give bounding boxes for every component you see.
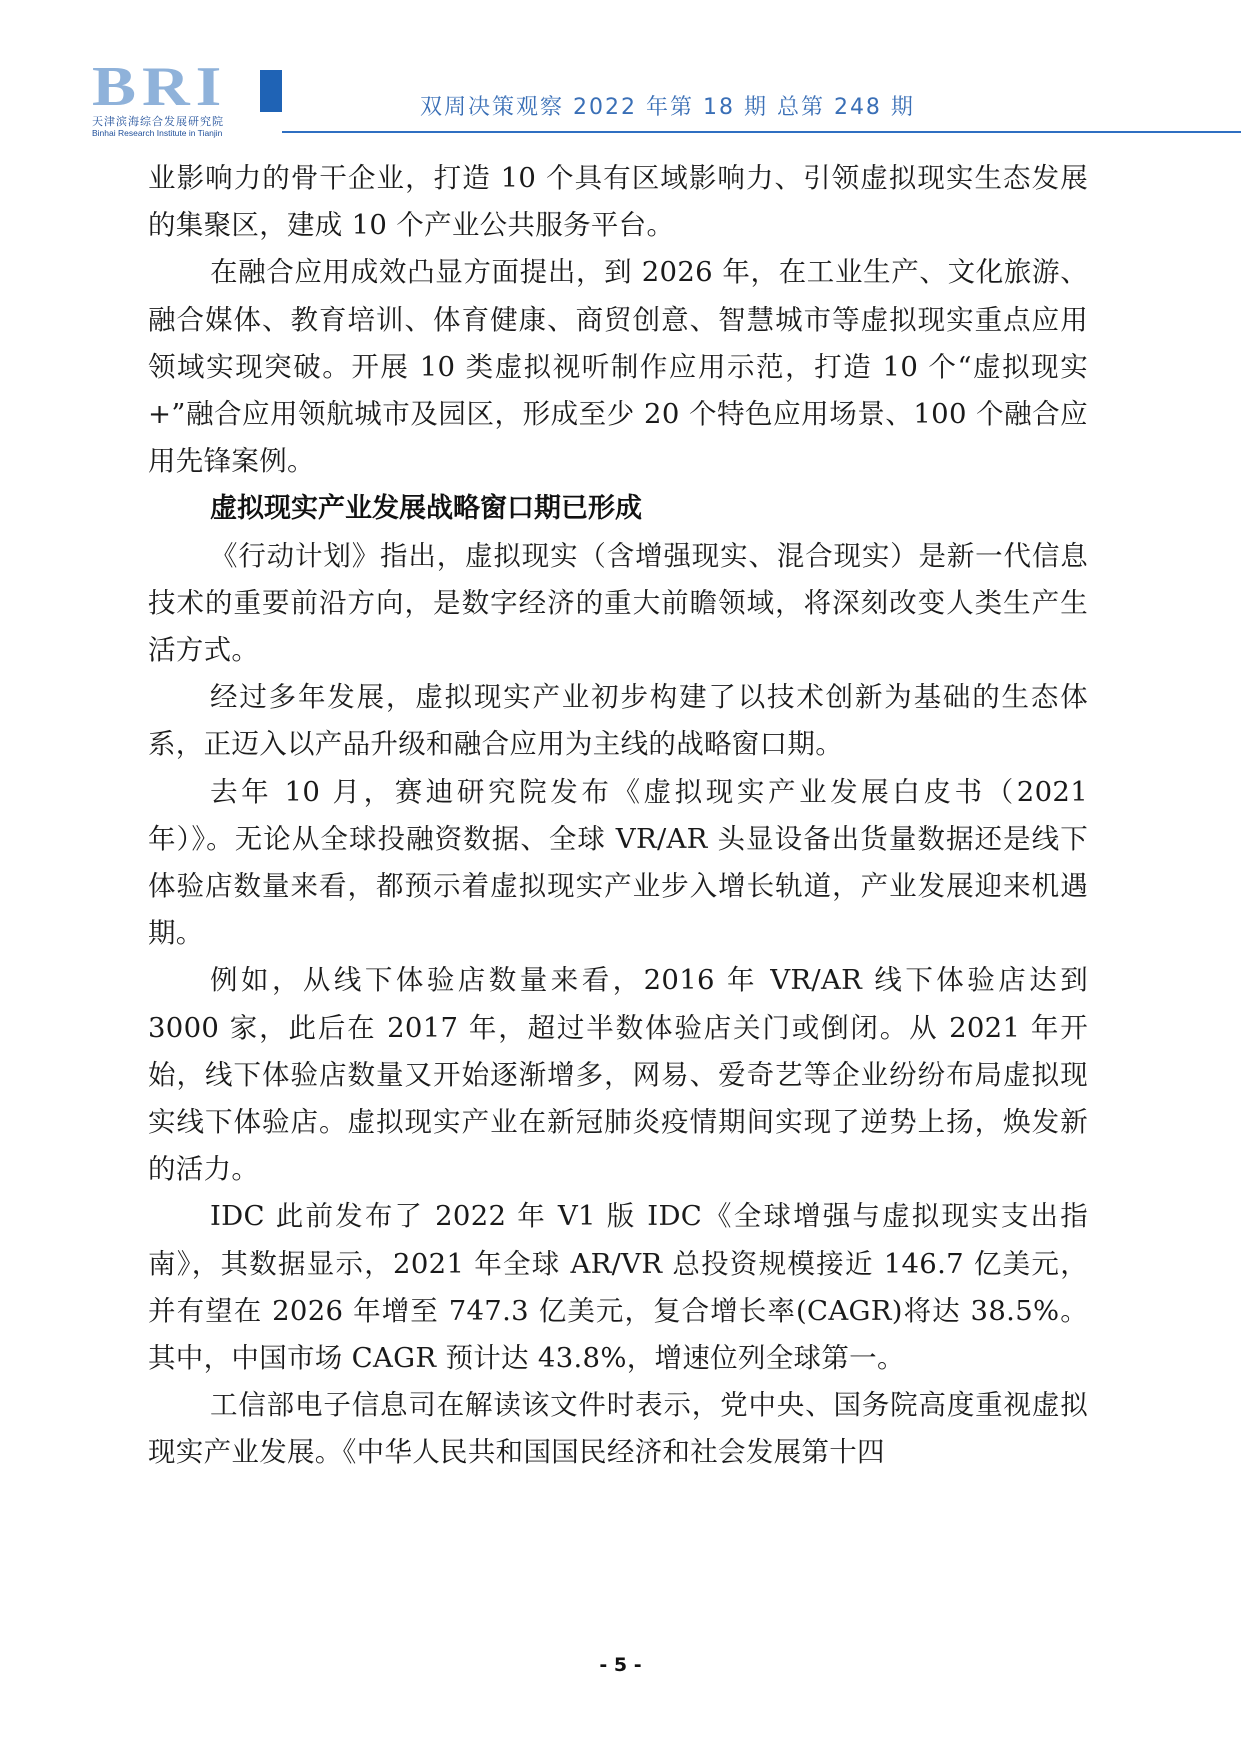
header-divider (282, 131, 1241, 133)
paragraph-7: IDC 此前发布了 2022 年 V1 版 IDC《全球增强与虚拟现实支出指南》，其数据显示，2021 年全球 AR/VR 总投资规模接近 146.7 亿美元，并有望在 2026 年增至 747.3 亿美元，复合增长率(CAGR)将达 38.5%。其中，中国市场 CAGR 预计达 43.8%，增速位列全球第一。 (148, 1200, 1088, 1375)
article-body (148, 155, 1088, 1477)
paragraph-1: 业影响力的骨干企业，打造 10 个具有区域影响力、引领虚拟现实生态发展的集聚区，建成 10 个产业公共服务平台。 (148, 162, 1088, 242)
bri-logo (92, 55, 282, 138)
paragraph-2: 在融合应用成效凸显方面提出，到 2026 年，在工业生产、文化旅游、融合媒体、教育培训、体育健康、商贸创意、智慧城市等虚拟现实重点应用领域实现突破。开展 10 类虚拟视听制作应用示范，打造 10 个“虚拟现实+”融合应用领航城市及园区，形成至少 20 个特色应用场景、100 个融合应用先锋案例。 (148, 256, 1088, 478)
page-header (0, 0, 1241, 140)
paragraph-3: 《行动计划》指出，虚拟现实（含增强现实、混合现实）是新一代信息技术的重要前沿方向，是数字经济的重大前瞻领域，将深刻改变人类生产生活方式。 (148, 539, 1088, 667)
logo-letters: BRI (92, 55, 228, 118)
logo-chinese-name: 天津滨海综合发展研究院 (92, 115, 224, 128)
paragraph-8: 工信部电子信息司在解读该文件时表示，党中央、国务院高度重视虚拟现实产业发展。《中华人民共和国国民经济和社会发展第十四 (148, 1389, 1088, 1469)
issue-title: 双周决策观察 2022 年第 18 期 总第 248 期 (420, 95, 915, 120)
paragraph-4: 经过多年发展，虚拟现实产业初步构建了以技术创新为基础的生态体系，正迈入以产品升级和融合应用为主线的战略窗口期。 (148, 681, 1088, 761)
paragraph-5: 去年 10 月，赛迪研究院发布《虚拟现实产业发展白皮书（2021 年）》。无论从全球投融资数据、全球 VR/AR 头显设备出货量数据还是线下体验店数量来看，都预示着虚拟现实产业步入增长轨道，产业发展迎来机遇期。 (148, 775, 1088, 950)
logo-accent-bar (260, 70, 282, 112)
paragraph-6: 例如，从线下体验店数量来看，2016 年 VR/AR 线下体验店达到 3000 家，此后在 2017 年，超过半数体验店关门或倒闭。从 2021 年开始，线下体验店数量又开始逐渐增多，网易、爱奇艺等企业纷纷布局虚拟现实线下体验店。虚拟现实产业在新冠肺炎疫情期间实现了逆势上扬，焕发新的活力。 (148, 964, 1088, 1186)
logo-english-name: Binhai Research Institute in Tianjin (92, 128, 223, 138)
page-number: - 5 - (599, 1654, 642, 1676)
section-heading: 虚拟现实产业发展战略窗口期已形成 (210, 493, 642, 525)
